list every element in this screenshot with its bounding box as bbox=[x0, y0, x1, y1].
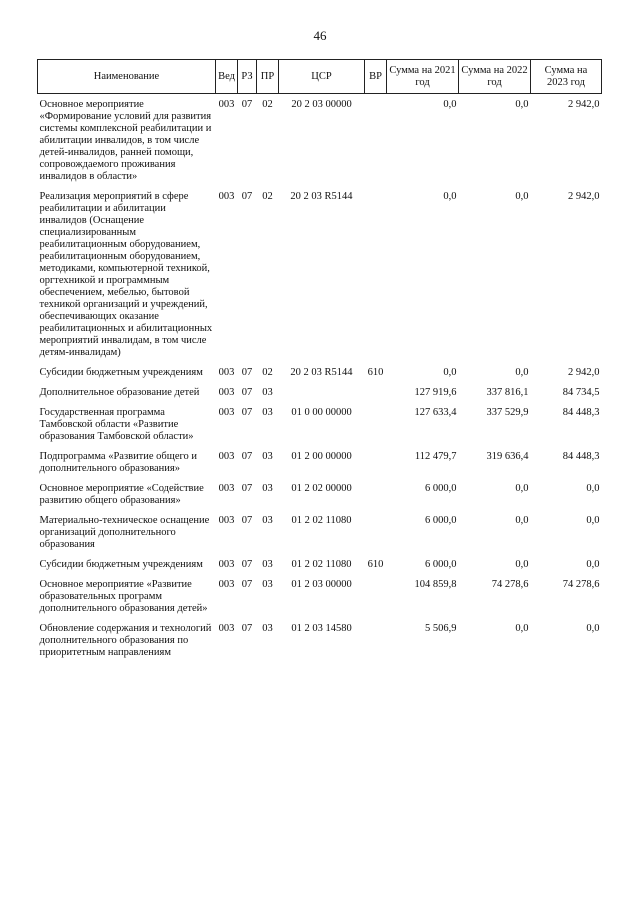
row-sum-2022: 74 278,6 bbox=[491, 579, 529, 590]
table-body bbox=[38, 94, 602, 660]
row-sum-2021: 104 859,8 bbox=[414, 579, 457, 590]
row-rz: 07 bbox=[241, 483, 253, 494]
row-sum-2022: 319 636,4 bbox=[486, 451, 529, 462]
row-ved: 003 bbox=[218, 515, 235, 526]
col-header-pr: ПР bbox=[257, 60, 279, 94]
row-csr: 01 2 03 00000 bbox=[291, 579, 352, 590]
row-sum-2021: 0,0 bbox=[443, 367, 457, 378]
row-rz: 07 bbox=[241, 387, 253, 398]
row-ved: 003 bbox=[218, 407, 235, 418]
row-ved: 003 bbox=[218, 367, 235, 378]
row-pr: 02 bbox=[262, 367, 273, 378]
row-sum-2023: 2 942,0 bbox=[568, 191, 600, 202]
row-vr bbox=[365, 94, 387, 184]
table-row bbox=[38, 615, 602, 659]
table-row bbox=[38, 94, 602, 184]
col-header-csr: ЦСР bbox=[279, 60, 365, 94]
row-sum-2023: 2 942,0 bbox=[568, 367, 600, 378]
row-sum-2023: 84 448,3 bbox=[562, 407, 600, 418]
row-name: Основное мероприятие «Развитие образовательных программ дополнительного образования детей» bbox=[39, 579, 208, 614]
row-vr bbox=[365, 615, 387, 659]
col-header-sum-2021: Сумма на 2021 год bbox=[387, 60, 459, 94]
row-sum-2021: 112 479,7 bbox=[414, 451, 457, 462]
row-rz: 07 bbox=[241, 451, 253, 462]
row-vr bbox=[365, 507, 387, 551]
row-csr: 01 0 00 00000 bbox=[291, 407, 352, 418]
row-vr: 610 bbox=[367, 367, 384, 378]
row-sum-2021: 0,0 bbox=[443, 191, 457, 202]
col-header-ved: Вед bbox=[216, 60, 238, 94]
row-csr: 20 2 03 00000 bbox=[291, 99, 352, 110]
table-row bbox=[38, 571, 602, 615]
row-sum-2022: 0,0 bbox=[515, 367, 529, 378]
table-row bbox=[38, 475, 602, 507]
table-row bbox=[38, 359, 602, 379]
row-name: Дополнительное образование детей bbox=[39, 387, 200, 398]
row-sum-2021: 6 000,0 bbox=[425, 483, 457, 494]
row-vr: 610 bbox=[367, 559, 384, 570]
table-row bbox=[38, 379, 602, 399]
row-rz: 07 bbox=[241, 191, 253, 202]
row-name: Основное мероприятие «Формирование условий для развития системы комплексной реабилитации и абилитации инвалидов, в том числе детей-инвалидов, ранней помощи, сопровождаемого проживания инвалидов в области» bbox=[39, 99, 212, 182]
row-sum-2023: 84 734,5 bbox=[562, 387, 600, 398]
row-csr: 01 2 00 00000 bbox=[291, 451, 352, 462]
row-sum-2023: 0,0 bbox=[586, 559, 600, 570]
row-rz: 07 bbox=[241, 99, 253, 110]
table-header-row bbox=[38, 60, 602, 94]
row-name: Основное мероприятие «Содействие развитию общего образования» bbox=[39, 483, 204, 506]
row-vr bbox=[365, 183, 387, 359]
row-ved: 003 bbox=[218, 623, 235, 634]
row-csr: 01 2 02 11080 bbox=[291, 515, 352, 526]
row-sum-2021: 0,0 bbox=[443, 99, 457, 110]
row-csr: 20 2 03 R5144 bbox=[290, 191, 353, 202]
row-rz: 07 bbox=[241, 407, 253, 418]
row-name: Материально-техническое оснащение организаций дополнительного образования bbox=[39, 515, 210, 550]
row-vr bbox=[365, 399, 387, 443]
row-ved: 003 bbox=[218, 191, 235, 202]
row-rz: 07 bbox=[241, 515, 253, 526]
row-sum-2023: 2 942,0 bbox=[568, 99, 600, 110]
row-rz: 07 bbox=[241, 559, 253, 570]
row-csr: 20 2 03 R5144 bbox=[290, 367, 353, 378]
row-pr: 03 bbox=[262, 515, 273, 526]
row-sum-2022: 0,0 bbox=[515, 515, 529, 526]
row-rz: 07 bbox=[241, 623, 253, 634]
row-pr: 02 bbox=[262, 99, 273, 110]
row-pr: 03 bbox=[262, 387, 273, 398]
row-sum-2021: 127 919,6 bbox=[414, 387, 457, 398]
row-vr bbox=[365, 443, 387, 475]
row-rz: 07 bbox=[241, 367, 253, 378]
row-sum-2021: 6 000,0 bbox=[425, 559, 457, 570]
row-sum-2022: 337 816,1 bbox=[486, 387, 529, 398]
row-ved: 003 bbox=[218, 483, 235, 494]
row-csr: 01 2 03 14580 bbox=[291, 623, 352, 634]
table-row bbox=[38, 443, 602, 475]
row-sum-2021: 5 506,9 bbox=[425, 623, 457, 634]
col-header-sum-2023: Сумма на 2023 год bbox=[531, 60, 602, 94]
row-csr bbox=[279, 379, 365, 399]
row-pr: 02 bbox=[262, 191, 273, 202]
col-header-name: Наименование bbox=[38, 60, 216, 94]
row-name: Субсидии бюджетным учреждениям bbox=[39, 367, 203, 378]
row-pr: 03 bbox=[262, 407, 273, 418]
row-vr bbox=[365, 571, 387, 615]
row-pr: 03 bbox=[262, 579, 273, 590]
row-rz: 07 bbox=[241, 579, 253, 590]
row-sum-2021: 127 633,4 bbox=[414, 407, 457, 418]
row-vr bbox=[365, 475, 387, 507]
page-number: 46 bbox=[313, 28, 327, 43]
row-ved: 003 bbox=[218, 559, 235, 570]
row-sum-2023: 0,0 bbox=[586, 623, 600, 634]
row-ved: 003 bbox=[218, 451, 235, 462]
row-sum-2022: 0,0 bbox=[515, 483, 529, 494]
row-name: Подпрограмма «Развитие общего и дополнительного образования» bbox=[39, 451, 198, 474]
row-sum-2022: 0,0 bbox=[515, 623, 529, 634]
col-header-sum-2022: Сумма на 2022 год bbox=[459, 60, 531, 94]
row-sum-2023: 84 448,3 bbox=[562, 451, 600, 462]
row-sum-2023: 0,0 bbox=[586, 483, 600, 494]
row-ved: 003 bbox=[218, 387, 235, 398]
row-sum-2022: 0,0 bbox=[515, 99, 529, 110]
table-row bbox=[38, 399, 602, 443]
row-ved: 003 bbox=[218, 99, 235, 110]
row-sum-2021: 6 000,0 bbox=[425, 515, 457, 526]
row-sum-2022: 0,0 bbox=[515, 559, 529, 570]
row-csr: 01 2 02 11080 bbox=[291, 559, 352, 570]
table-row bbox=[38, 507, 602, 551]
row-name: Обновление содержания и технологий дополнительного образования по приоритетным направлениям bbox=[39, 623, 212, 658]
row-name: Субсидии бюджетным учреждениям bbox=[39, 559, 203, 570]
row-name: Реализация мероприятий в сфере реабилитации и абилитации инвалидов (Оснащение специализированным реабилитационным оборудованием, реабилитационным оборудованием, методиками, компьютерной техникой, оргтехникой и программным обеспечением, мебелью, бытовой техникой организаций и учреждений, обеспечивающих оказание реабилитационных и абилитационных мероприятий инвалидам, в том числе детям-инвалидам) bbox=[39, 191, 213, 358]
row-name: Государственная программа Тамбовской области «Развитие образования Тамбовской области» bbox=[39, 407, 194, 442]
table-row bbox=[38, 183, 602, 359]
row-sum-2022: 0,0 bbox=[515, 191, 529, 202]
row-csr: 01 2 02 00000 bbox=[291, 483, 352, 494]
row-sum-2022: 337 529,9 bbox=[486, 407, 529, 418]
row-ved: 003 bbox=[218, 579, 235, 590]
row-sum-2023: 0,0 bbox=[586, 515, 600, 526]
row-pr: 03 bbox=[262, 559, 273, 570]
row-pr: 03 bbox=[262, 451, 273, 462]
row-pr: 03 bbox=[262, 623, 273, 634]
row-pr: 03 bbox=[262, 483, 273, 494]
row-vr bbox=[365, 379, 387, 399]
row-sum-2023: 74 278,6 bbox=[562, 579, 600, 590]
budget-table bbox=[37, 59, 602, 659]
table-row bbox=[38, 551, 602, 571]
col-header-rz: РЗ bbox=[238, 60, 257, 94]
col-header-vr: ВР bbox=[365, 60, 387, 94]
